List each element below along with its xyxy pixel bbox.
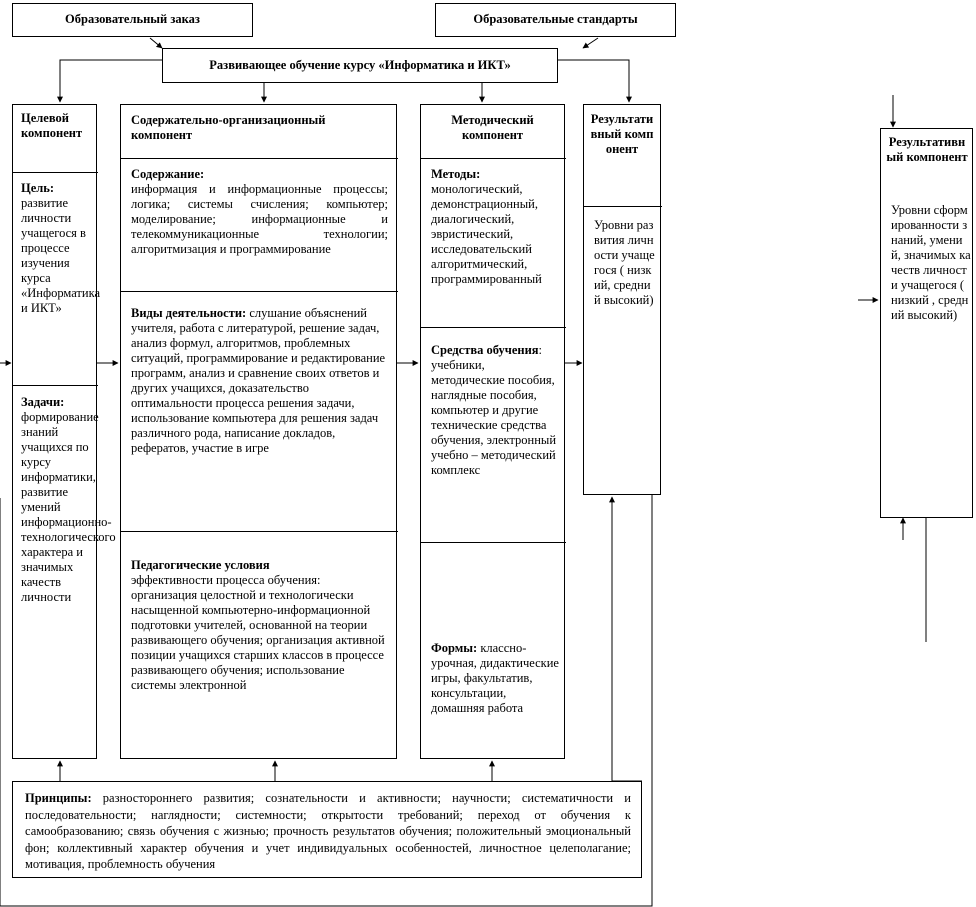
conditions-label: Педагогические условия — [131, 558, 270, 572]
box-content-component — [120, 104, 397, 759]
standards-label: Образовательные стандарты — [473, 12, 638, 26]
activities-section — [131, 306, 388, 536]
conditions-section — [131, 558, 388, 753]
divider — [121, 291, 398, 292]
divider — [421, 542, 566, 543]
arrow-order-to-course — [150, 38, 162, 48]
result-text: Уровни развития личности учащегося ( низкий, средний высокий) — [594, 218, 655, 307]
box-course — [162, 48, 558, 83]
arrow-principles-to-result — [612, 497, 642, 781]
arrow-standards-to-course — [583, 38, 598, 48]
content-text: информация и информационные процессы; логика; системы счисления; компьютер; моделирование; информационные и телекоммуникационные технологии; алгоритмизация и программирование — [131, 182, 388, 256]
divider — [121, 531, 398, 532]
target-goal — [21, 181, 101, 316]
box-order — [12, 3, 253, 37]
means-text: : учебники, методические пособия, наглядные пособия, компьютер и другие технические средства обучения, электронный учебно – методический комплекс — [431, 343, 557, 477]
forms-label: Формы: — [431, 641, 478, 655]
divider — [421, 327, 566, 328]
target-title: Целевой компонент — [21, 111, 83, 140]
activities-label: Виды деятельности: — [131, 306, 247, 320]
tasks-text: формирование знаний учащихся по курсу информатики, развитие умений информационно-технологического характера и значимых качеств личности — [21, 410, 116, 604]
goal-label: Цель: — [21, 181, 55, 195]
principles-text: разностороннего развития; сознательности и активности; научности; систематичности и последовательности; наглядности; системности; открытости требований; переход от обучения к самообразованию; связь обучения с жизнью; прочность результатов обучения; положительный эмоциональный фон; коллективный характер обучения и учет индивидуальных особенностей, личностное целеполагание; мотивация, проблемность обучения — [25, 791, 631, 871]
principles-section — [25, 790, 631, 873]
goal-text: развитие личности учащегося в процессе изучения курса «Информатика и ИКТ» — [21, 196, 101, 315]
divider — [421, 158, 566, 159]
conditions-text: эффективности процесса обучения: организация целостной и технологически насыщенной компьютерно-информационной подготовки учителей, основанной на теории развивающего обучения; организация активной позиции учащихся старших классов в процессе развивающего обучения; использование системы электронной — [131, 573, 385, 692]
result-title: Результативный компонент — [590, 112, 654, 156]
result2-text: Уровни сформированности знаний, умений, значимых качеств личности учащегося ( низкий , средний высокий) — [891, 203, 971, 322]
arrow-course-to-result — [558, 60, 629, 102]
methods-text: монологический, демонстрационный, диалогический, эвристический, исследовательский алгоритмический, программированный — [431, 182, 542, 286]
methods-label: Методы: — [431, 167, 481, 181]
box-principles — [12, 781, 642, 878]
target-tasks — [21, 395, 116, 605]
divider — [13, 172, 98, 173]
divider — [13, 385, 98, 386]
methods-section — [431, 167, 559, 287]
divider — [584, 206, 662, 207]
means-label: Средства обучения — [431, 343, 539, 357]
result2-title: Результативный компонент — [886, 135, 968, 164]
means-section — [431, 343, 559, 478]
arrow-course-to-target — [60, 60, 162, 102]
method-title: Методический компонент — [451, 113, 534, 142]
box-standards — [435, 3, 676, 37]
content-title: Содержательно-организационный компонент — [131, 113, 326, 142]
box-result2-component — [880, 128, 973, 518]
box-target-component — [12, 104, 116, 759]
box-result-component — [583, 104, 661, 495]
content-section — [131, 167, 388, 257]
content-label: Содержание: — [131, 167, 205, 181]
tasks-label: Задачи: — [21, 395, 65, 409]
course-label: Развивающее обучение курсу «Информатика и ИКТ» — [209, 58, 511, 72]
forms-section — [431, 641, 559, 753]
order-label: Образовательный заказ — [65, 12, 200, 26]
box-method-component — [420, 104, 565, 759]
principles-label: Принципы: — [25, 791, 92, 805]
forms-text: классно-урочная, дидактические игры, факультатив, консультации, домашняя работа — [431, 641, 559, 715]
divider — [121, 158, 398, 159]
activities-text: слушание объяснений учителя, работа с литературой, решение задач, анализ формул, алгоритмов, проблемных ситуаций, программирование и редактирование программ, анализ и сравнение своих ответов и других учащихся, доказательство оптимальности процесса решения задачи, использование компьютера для решения задач различного рода, написание докладов, рефератов, участие в игре — [131, 306, 386, 455]
